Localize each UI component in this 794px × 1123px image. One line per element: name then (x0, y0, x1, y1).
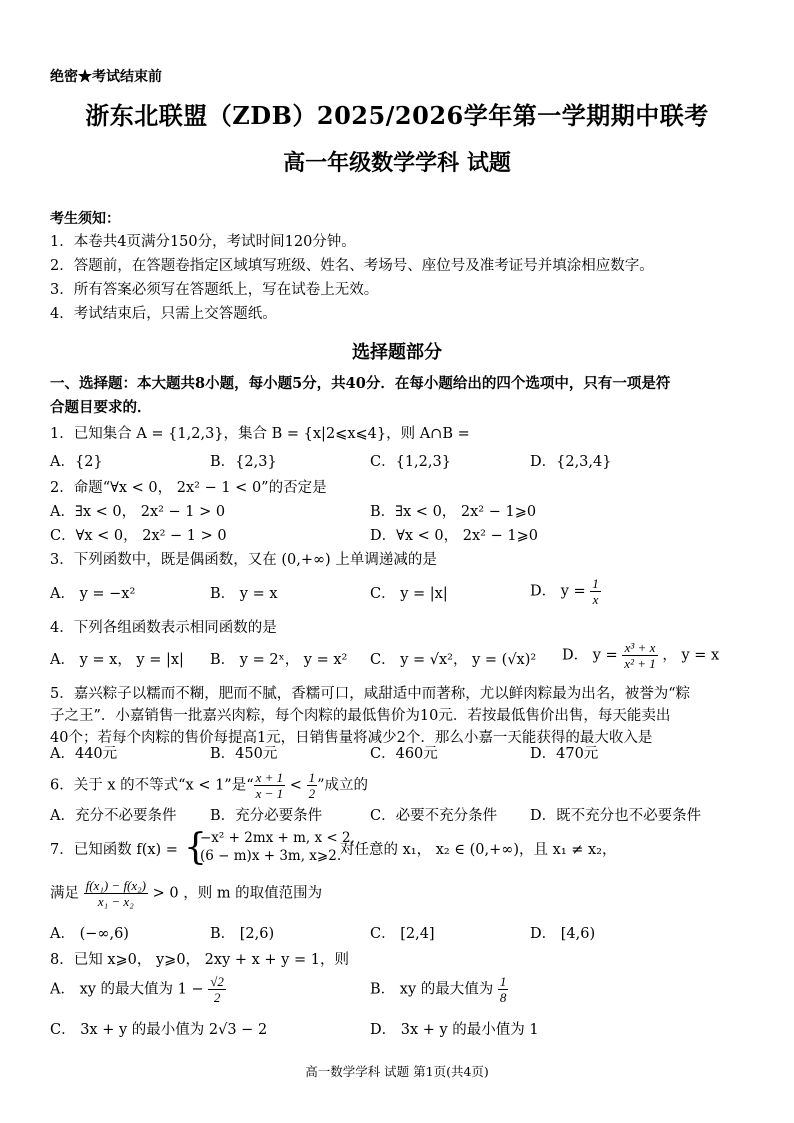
q2-stem: 2．命题“∀x < 0， 2x² − 1 < 0”的否定是 (50, 480, 327, 496)
q4-option-d-prefix: D． y = (562, 647, 618, 664)
q5-option-b: B．450元 (210, 746, 278, 762)
q2-option-b: B．∃x < 0， 2x² − 1⩾0 (370, 504, 537, 520)
q7-condition-suffix: > 0 ，则 m 的取值范围为 (152, 885, 323, 902)
q4-option-d-suffix: ， y = x (662, 647, 720, 664)
q8-option-b-fraction (498, 974, 509, 1005)
q6-frac2-denominator: 2 (308, 786, 316, 801)
q4-option-d-fraction (622, 640, 657, 671)
section-instruction-cont: 合题目要求的． (50, 399, 152, 416)
q4-option-c: C． y = √x²， y = (√x)² (370, 652, 537, 668)
notice-item: 4．考试结束后，只需上交答题纸。 (50, 306, 277, 322)
notice-heading: 考生须知： (50, 211, 120, 227)
q4-option-a: A． y = x， y = |x| (50, 652, 184, 668)
q8-a-denominator: 2 (213, 990, 221, 1005)
q6-frac1-numerator: x + 1 (255, 770, 284, 785)
q5-stem-line2: 子之王”．小嘉销售一批嘉兴肉粽，每个肉粽的最低售价为10元．若按最低售价出售，每天能卖出 (50, 708, 671, 724)
q8-b-numerator: 1 (499, 974, 507, 989)
q3-option-d-prefix: D． y = (530, 583, 586, 600)
q7-option-c: C． [2,4] (370, 926, 435, 942)
q4-option-d (562, 640, 719, 671)
q2-option-c: C．∀x < 0， 2x² − 1 > 0 (50, 528, 227, 544)
q6-less-than: < (285, 777, 307, 794)
notice-item: 2．答题前，在答题卷指定区域填写班级、姓名、考场号、座位号及准考证号并填涂相应数字。 (50, 258, 654, 274)
q6-option-d: D．既不充分也不必要条件 (530, 808, 702, 824)
q7-option-a: A． (−∞,6) (50, 926, 129, 942)
q6-option-b: B．充分必要条件 (210, 808, 323, 824)
section-title: 选择题部分 (352, 342, 442, 363)
q6-option-c: C．必要不充分条件 (370, 808, 498, 824)
q5-option-a: A．440元 (50, 746, 118, 762)
q1-stem: 1．已知集合 A = {1,2,3}，集合 B = {x|2⩽x⩽4}，则 A∩B = (50, 426, 470, 442)
q6-fraction-left (254, 770, 286, 801)
q8-stem: 8．已知 x⩾0， y⩾0， 2xy + x + y = 1，则 (50, 952, 349, 968)
q7-condition-prefix: 满足 (50, 885, 79, 902)
q7-option-d: D． [4,6) (530, 926, 596, 942)
q4-d-numerator: x³ + x (622, 640, 657, 656)
q6-fraction-right (307, 770, 318, 801)
q7-case-2: (6 − m)x + 3m, x⩾2. (200, 848, 342, 864)
q6-stem (50, 770, 368, 801)
q6-frac2-numerator: 1 (308, 770, 316, 785)
q7-option-b: B． [2,6) (210, 926, 275, 942)
q7-frac-denominator: x₁ − x₂ (97, 894, 134, 909)
q7-suffix: 对任意的 x₁， x₂ ∈ (0,+∞)，且 x₁ ≠ x₂， (340, 842, 617, 858)
q1-option-c: C．{1,2,3} (370, 454, 451, 470)
q8-option-a (50, 974, 226, 1005)
q7-condition (50, 878, 322, 909)
q3-option-b: B． y = x (210, 586, 278, 602)
exam-title: 浙东北联盟（ZDB）2025/2026学年第一学期期中联考 (85, 101, 709, 130)
q6-stem-prefix: 6．关于 x 的不等式“x < 1”是“ (50, 777, 254, 794)
notice-item: 1．本卷共4页满分150分，考试时间120分钟。 (50, 234, 356, 250)
notice-item: 3．所有答案必须写在答题纸上，写在试卷上无效。 (50, 282, 379, 298)
q4-stem: 4．下列各组函数表示相同函数的是 (50, 620, 277, 636)
q8-option-c: C． 3x + y 的最小值为 2√3 − 2 (50, 1022, 268, 1038)
q7-prefix: 7．已知函数 f(x) = (50, 842, 178, 858)
q7-condition-fraction (84, 878, 148, 909)
q8-a-numerator: √2 (210, 974, 224, 989)
q8-option-d: D． 3x + y 的最小值为 1 (370, 1022, 539, 1038)
q8-option-a-fraction (208, 974, 226, 1005)
section-instruction: 一、选择题：本大题共8小题，每小题5分，共40分．在每小题给出的四个选项中，只有一项是符 (50, 375, 671, 392)
q1-option-a: A．{2} (50, 454, 103, 470)
q8-option-b-prefix: B． xy 的最大值为 (370, 981, 494, 998)
q3-option-d (530, 576, 601, 607)
q6-option-a: A．充分不必要条件 (50, 808, 177, 824)
q8-option-b (370, 974, 508, 1005)
q7-left-brace-icon: { (184, 827, 207, 868)
q5-option-c: C．460元 (370, 746, 438, 762)
q5-option-d: D．470元 (530, 746, 599, 762)
q3-d-denominator: x (592, 592, 599, 607)
exam-subtitle: 高一年级数学学科 试题 (283, 150, 511, 176)
q7-frac-numerator: f(x₁) − f(x₂) (85, 878, 147, 893)
q3-option-c: C． y = |x| (370, 586, 448, 602)
q3-d-numerator: 1 (592, 576, 599, 591)
q1-option-d: D．{2,3,4} (530, 454, 612, 470)
q5-stem-line3: 40个；若每个肉粽的售价每提高1元，日销售量将减少2个．那么小嘉一天能获得的最大收入是 (50, 730, 653, 746)
q6-frac1-denominator: x − 1 (255, 786, 284, 801)
confidential-label: 绝密★考试结束前 (50, 69, 162, 85)
q8-option-a-prefix: A． xy 的最大值为 1 − (50, 981, 204, 998)
q5-stem-line1: 5．嘉兴粽子以糯而不糊，肥而不腻，香糯可口，咸甜适中而著称，尤以鲜肉粽最为出名，被誉为“粽 (50, 686, 691, 702)
q3-option-d-fraction (590, 576, 601, 607)
q8-b-denominator: 8 (499, 990, 507, 1005)
q2-option-a: A．∃x < 0， 2x² − 1 > 0 (50, 504, 226, 520)
q6-stem-suffix: ”成立的 (317, 777, 368, 794)
q4-option-b: B． y = 2ˣ， y = x² (210, 652, 348, 668)
q4-d-denominator: x² + 1 (624, 656, 656, 671)
q2-option-d: D．∀x < 0， 2x² − 1⩾0 (370, 528, 538, 544)
q3-stem: 3．下列函数中，既是偶函数，又在 (0,+∞) 上单调递减的是 (50, 552, 437, 568)
page-footer: 高一数学学科 试题 第1页(共4页) (305, 1064, 489, 1079)
q3-option-a: A． y = −x² (50, 586, 136, 602)
q7-case-1: −x² + 2mx + m, x < 2, (200, 830, 355, 846)
q1-option-b: B．{2,3} (210, 454, 277, 470)
